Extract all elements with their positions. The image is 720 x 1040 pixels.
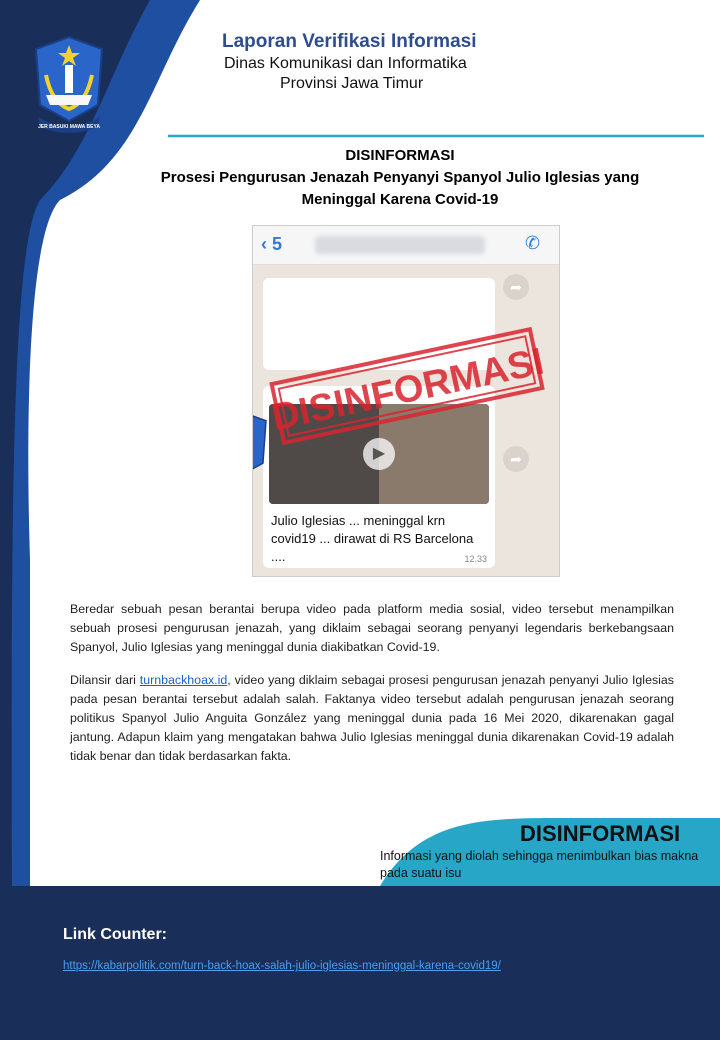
chat-screenshot	[252, 225, 560, 577]
report-header	[222, 30, 542, 94]
province-name: Provinsi Jawa Timur	[280, 75, 424, 92]
chat-header	[253, 226, 559, 265]
back-icon: ‹ 5	[261, 234, 283, 254]
disinformasi-stamp	[267, 326, 547, 446]
article-subtitle-line2: Meninggal Karena Covid-19	[301, 191, 499, 208]
link-counter-label: Link Counter:	[63, 926, 167, 943]
article-body	[70, 600, 674, 766]
blurred-contact-name	[315, 236, 485, 254]
forward-icon: ➦	[503, 274, 529, 300]
link-counter-url[interactable]: https://kabarpolitik.com/turn-back-hoax-salah-julio-iglesias-meninggal-karena-covid19/	[63, 960, 501, 972]
source-link[interactable]: turnbackhoax.id	[139, 673, 228, 687]
verdict-label: DISINFORMASI	[345, 147, 455, 164]
paragraph-2	[70, 671, 674, 766]
definition-box	[380, 820, 710, 882]
jatim-logo	[32, 35, 106, 135]
message-time: 12.33	[464, 554, 487, 564]
paragraph-2-text: , video yang diklaim sebagai prosesi pengurusan jenazah penyanyi Julio Iglesias pada pesan berantai tersebut adalah salah. Faktanya video tersebut adalah pengurusan jenazah seorang politikus Spanyol Julio Anguita González yang meninggal dunia pada 16 Mei 2020, dikarenakan gagal jantung. Adapun klaim yang mengatakan bahwa Julio Iglesias meninggal dunia dikarenakan Covid-19 adalah tidak benar dan tidak berdasarkan fakta.	[70, 673, 674, 763]
add-call-icon: ✆	[525, 233, 541, 253]
stamp-text: DISINFORMASI	[268, 340, 547, 440]
footer	[0, 886, 720, 1040]
svg-text:JER BASUKI MAWA BEYA: JER BASUKI MAWA BEYA	[38, 124, 100, 130]
play-icon: ▶	[363, 438, 395, 470]
report-title: Laporan Verifikasi Informasi	[222, 31, 477, 52]
stamp-logo	[252, 410, 269, 486]
definition-title: DISINFORMASI	[520, 821, 681, 846]
agency-name: Dinas Komunikasi dan Informatika	[224, 55, 467, 72]
definition-description: Informasi yang diolah sehingga menimbulkan bias makna pada suatu isu	[380, 849, 699, 880]
video-caption: Julio Iglesias ... meninggal krn covid19 ... dirawat di RS Barcelona ....	[271, 513, 474, 564]
paragraph-2-prefix: Dilansir dari	[70, 673, 140, 687]
article-heading	[140, 145, 660, 211]
paragraph-1: Beredar sebuah pesan berantai berupa video pada platform media sosial, video tersebut menampilkan sebuah prosesi pengurusan jenazah, yang diklaim sebagai seorang penyanyi legendaris berkebangsaan Spanyol, Julio Iglesias yang meninggal dunia diakibatkan Covid-19.	[70, 602, 674, 654]
forward-icon: ➦	[503, 446, 529, 472]
article-subtitle-line1: Prosesi Pengurusan Jenazah Penyanyi Spanyol Julio Iglesias yang	[160, 169, 640, 186]
